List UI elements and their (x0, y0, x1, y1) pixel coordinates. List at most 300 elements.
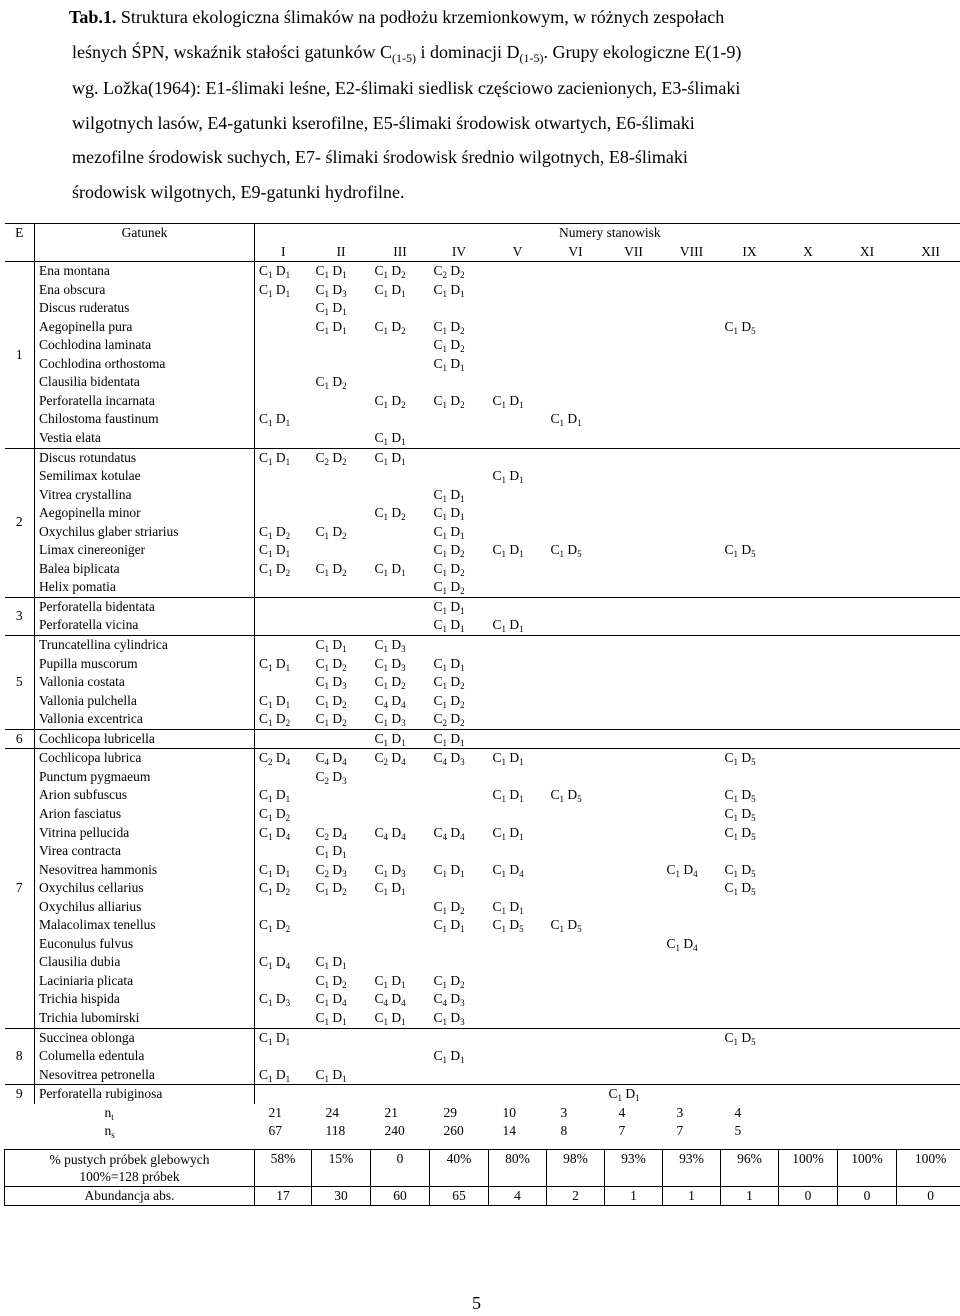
site-value (605, 655, 663, 674)
site-value: $C_1$ $D_2$ (433, 674, 465, 692)
site-value (721, 373, 779, 392)
site-value (838, 541, 897, 560)
site-value (897, 336, 960, 355)
site-value (838, 972, 897, 991)
site-value: $C_1$ $D_1$ (489, 749, 547, 768)
species-row (5, 879, 960, 898)
site-value (721, 616, 779, 635)
site-value (897, 768, 960, 787)
site-value (838, 373, 897, 392)
site-value (371, 410, 430, 429)
site-value: $C_1$ $D_2$ (315, 560, 347, 578)
site-value (721, 729, 779, 749)
site-value: $C_1$ $D_1$ (492, 617, 524, 635)
site-value (897, 486, 960, 505)
site-value (371, 355, 430, 374)
site-value: $C_1$ $D_5$ (721, 749, 779, 768)
site-value (663, 616, 721, 635)
site-value (312, 336, 371, 355)
abundance-value: 4 (489, 1186, 547, 1206)
site-value: $C_1$ $D_1$ (492, 824, 524, 842)
site-value (605, 373, 663, 392)
species-row (5, 355, 960, 374)
empty-samples-value: 58% (255, 1149, 312, 1186)
site-value (605, 448, 663, 467)
site-value (663, 504, 721, 523)
species-row (5, 299, 960, 318)
site-value (838, 673, 897, 692)
site-value: $C_1$ $D_4$ (666, 861, 698, 879)
site-value (547, 935, 605, 954)
site-value: $C_1$ $D_2$ (433, 318, 465, 336)
species-row (5, 749, 960, 768)
site-value (371, 373, 430, 392)
site-value (897, 318, 960, 337)
site-header-XII: XII (921, 243, 940, 259)
site-value (663, 1066, 721, 1085)
ns-row-label: $n_s$ (104, 1123, 115, 1141)
abundance-value: 60 (371, 1186, 430, 1206)
site-value (605, 336, 663, 355)
site-value (371, 916, 430, 935)
site-value (721, 523, 779, 542)
site-value (312, 1028, 371, 1047)
site-value (371, 597, 430, 616)
site-value (897, 410, 960, 429)
nt-row-value: 4 (618, 1104, 626, 1120)
ns-row-value: 14 (502, 1123, 516, 1139)
site-value (897, 392, 960, 411)
site-value (663, 1047, 721, 1066)
site-value (547, 373, 605, 392)
caption-tab-label: Tab.1. (69, 7, 117, 27)
species-row (5, 1066, 960, 1085)
site-value (663, 953, 721, 972)
site-value (663, 729, 721, 749)
site-value (547, 336, 605, 355)
abundance-label: Abundancja abs. (5, 1186, 255, 1206)
site-value (547, 1028, 605, 1047)
site-value (255, 972, 312, 991)
site-value (721, 673, 779, 692)
species-name: Nesovitrea petronella (35, 1066, 255, 1085)
site-value: $C_1$ $D_1$ (315, 843, 347, 861)
site-value (489, 578, 547, 597)
site-value (721, 692, 779, 711)
site-value (838, 318, 897, 337)
site-value (605, 916, 663, 935)
site-value (897, 355, 960, 374)
site-value (779, 692, 838, 711)
site-value (489, 318, 547, 337)
empty-samples-label: % pustych próbek glebowych 100%=128 próbek (5, 1149, 255, 1186)
site-value (489, 1066, 547, 1085)
species-name: Vestia elata (35, 429, 255, 448)
site-value (605, 560, 663, 579)
site-value (371, 1085, 430, 1104)
site-value (489, 299, 547, 318)
site-value (312, 355, 371, 374)
site-value (838, 560, 897, 579)
site-value (371, 299, 430, 318)
site-value (605, 824, 663, 843)
site-value (838, 692, 897, 711)
site-value (547, 560, 605, 579)
species-row (5, 486, 960, 505)
site-value (371, 768, 430, 787)
site-value (779, 673, 838, 692)
site-value: $C_1$ $D_1$ (255, 262, 312, 281)
site-value: $C_1$ $D_1$ (315, 954, 347, 972)
site-value (489, 262, 547, 281)
species-name: Oxychilus glaber striarius (35, 523, 255, 542)
species-row (5, 692, 960, 711)
site-value (779, 523, 838, 542)
site-value (779, 972, 838, 991)
site-value (779, 429, 838, 448)
species-name: Vallonia excentrica (35, 710, 255, 729)
site-value: $C_1$ $D_1$ (315, 318, 347, 336)
site-value (663, 448, 721, 467)
site-value (605, 786, 663, 805)
site-value (838, 429, 897, 448)
species-name: Punctum pygmaeum (35, 768, 255, 787)
site-value (663, 560, 721, 579)
site-value (721, 410, 779, 429)
site-value (779, 448, 838, 467)
ecological-group: 6 (5, 729, 35, 749)
site-value (779, 749, 838, 768)
site-value: $C_1$ $D_3$ (374, 655, 406, 673)
site-value (489, 486, 547, 505)
site-value (312, 467, 371, 486)
site-value: $C_1$ $D_5$ (550, 542, 582, 560)
site-value (663, 486, 721, 505)
site-value (312, 410, 371, 429)
site-value (430, 410, 489, 429)
site-value (838, 504, 897, 523)
site-value (489, 953, 547, 972)
site-value (605, 486, 663, 505)
site-value (663, 824, 721, 843)
site-value: $C_1$ $D_1$ (371, 448, 430, 467)
site-value (255, 299, 312, 318)
site-value (779, 636, 838, 655)
site-value (663, 262, 721, 281)
species-row (5, 636, 960, 655)
site-value (312, 935, 371, 954)
site-value (255, 467, 312, 486)
species-name: Malacolimax tenellus (35, 916, 255, 935)
site-value: $C_1$ $D_1$ (312, 636, 371, 655)
header-sites: Numery stanowisk (255, 224, 960, 243)
caption-sub-2: (1-5) (519, 50, 544, 65)
site-value (663, 299, 721, 318)
site-value (897, 578, 960, 597)
site-value: $C_4$ $D_3$ (430, 749, 489, 768)
site-value (547, 262, 605, 281)
empty-samples-value: 93% (605, 1149, 663, 1186)
nt-row-value: 3 (676, 1104, 684, 1120)
site-value: $C_1$ $D_2$ (433, 560, 465, 578)
ns-row-value: 7 (618, 1123, 626, 1139)
site-value: $C_1$ $D_2$ (433, 579, 465, 597)
site-value: $C_1$ $D_2$ (259, 917, 291, 935)
ns-row-value (897, 1122, 960, 1141)
site-value (663, 392, 721, 411)
site-value: $C_1$ $D_1$ (433, 523, 465, 541)
site-value: $C_1$ $D_2$ (433, 392, 465, 410)
site-header-V: V (512, 243, 523, 259)
site-value (721, 281, 779, 300)
site-value (547, 749, 605, 768)
site-value (430, 805, 489, 824)
site-value: $C_2$ $D_2$ (430, 262, 489, 281)
site-value (255, 336, 312, 355)
species-row (5, 1028, 960, 1047)
site-value: $C_1$ $D_4$ (492, 861, 524, 879)
species-row (5, 578, 960, 597)
ecological-group: 3 (5, 597, 35, 635)
page-number: 5 (472, 1293, 481, 1313)
site-value (897, 824, 960, 843)
site-value (838, 597, 897, 616)
site-value (838, 842, 897, 861)
site-value (547, 692, 605, 711)
site-value (605, 355, 663, 374)
site-value: $C_2$ $D_3$ (315, 861, 347, 879)
site-value: $C_1$ $D_2$ (315, 880, 347, 898)
header-row-1 (5, 224, 960, 243)
site-value: $C_1$ $D_2$ (259, 711, 291, 729)
nt-row-value (838, 1104, 897, 1123)
site-value (663, 429, 721, 448)
abundance-value: 0 (897, 1186, 960, 1206)
site-value (838, 990, 897, 1009)
site-value (663, 1085, 721, 1104)
site-value (838, 879, 897, 898)
site-value (779, 467, 838, 486)
site-value: $C_1$ $D_1$ (259, 542, 291, 560)
site-value (605, 636, 663, 655)
species-name: Perforatella bidentata (35, 597, 255, 616)
species-row (5, 935, 960, 954)
site-value: $C_1$ $D_1$ (259, 1066, 291, 1084)
site-value (663, 692, 721, 711)
site-value (897, 692, 960, 711)
site-value (547, 655, 605, 674)
site-value (897, 861, 960, 880)
site-value (255, 673, 312, 692)
site-value (255, 355, 312, 374)
site-value (779, 299, 838, 318)
site-value (605, 898, 663, 917)
site-value: $C_1$ $D_1$ (259, 787, 291, 805)
site-value (371, 578, 430, 597)
abundance-value: 1 (605, 1186, 663, 1206)
site-value (721, 262, 779, 281)
site-value (721, 972, 779, 991)
site-value: $C_1$ $D_3$ (374, 861, 406, 879)
site-value (663, 373, 721, 392)
site-value (371, 842, 430, 861)
site-value: $C_1$ $D_2$ (315, 374, 347, 392)
site-value (605, 1009, 663, 1028)
site-value: $C_1$ $D_1$ (433, 617, 465, 635)
species-name: Perforatella rubiginosa (35, 1085, 255, 1104)
site-value: $C_1$ $D_1$ (492, 542, 524, 560)
site-value (605, 861, 663, 880)
species-row (5, 729, 960, 749)
site-value (663, 597, 721, 616)
site-value: $C_1$ $D_5$ (724, 880, 756, 898)
site-value (371, 1066, 430, 1085)
species-row (5, 373, 960, 392)
site-value (779, 392, 838, 411)
site-value (489, 805, 547, 824)
site-value: $C_1$ $D_5$ (724, 787, 756, 805)
site-value: $C_2$ $D_4$ (255, 749, 312, 768)
site-value (779, 710, 838, 729)
species-name: Semilimax kotulae (35, 467, 255, 486)
site-value (605, 392, 663, 411)
site-value (897, 972, 960, 991)
header-species: Gatunek (35, 224, 255, 243)
species-row (5, 560, 960, 579)
empty-samples-value: 93% (663, 1149, 721, 1186)
ns-row-value: 67 (268, 1123, 282, 1139)
site-header-III: III (393, 243, 407, 259)
site-value (897, 805, 960, 824)
site-value (371, 486, 430, 505)
species-name: Trichia hispida (35, 990, 255, 1009)
site-value: $C_1$ $D_2$ (315, 972, 347, 990)
species-row (5, 467, 960, 486)
site-value (605, 1066, 663, 1085)
species-name: Vitrea crystallina (35, 486, 255, 505)
site-value (838, 616, 897, 635)
site-value (838, 749, 897, 768)
site-value: $C_1$ $D_1$ (433, 486, 465, 504)
site-header-XI: XI (859, 243, 875, 259)
site-value (663, 1009, 721, 1028)
site-value (779, 1028, 838, 1047)
site-value: $C_1$ $D_1$ (255, 448, 312, 467)
site-value (255, 1047, 312, 1066)
site-value (430, 842, 489, 861)
site-value (489, 410, 547, 429)
site-value (312, 504, 371, 523)
nt-row-value: 4 (734, 1104, 742, 1120)
site-value: $C_1$ $D_2$ (374, 392, 406, 410)
nt-row-value: 24 (325, 1104, 339, 1120)
caption-line-4: wilgotnych lasów, E4-gatunki kserofilne, E5-ślimaki środowisk otwartych, E6-ślimaki (72, 112, 695, 133)
site-value (897, 448, 960, 467)
site-value (838, 1085, 897, 1104)
species-name: Pupilla muscorum (35, 655, 255, 674)
ns-row-value: 260 (443, 1123, 464, 1139)
site-value (371, 467, 430, 486)
site-value: $C_1$ $D_1$ (433, 1048, 465, 1066)
site-value (547, 392, 605, 411)
site-value: $C_1$ $D_2$ (259, 880, 291, 898)
site-value: $C_1$ $D_2$ (433, 542, 465, 560)
site-value: $C_1$ $D_1$ (433, 655, 465, 673)
ecological-group: 5 (5, 636, 35, 730)
site-value (547, 710, 605, 729)
site-value (547, 616, 605, 635)
species-name: Laciniaria plicata (35, 972, 255, 991)
site-value (721, 467, 779, 486)
site-value (897, 373, 960, 392)
nt-row-value: 29 (443, 1104, 457, 1120)
site-value (663, 336, 721, 355)
site-value: $C_4$ $D_4$ (374, 692, 406, 710)
site-value: $C_1$ $D_1$ (374, 972, 406, 990)
site-value: $C_4$ $D_4$ (312, 749, 371, 768)
site-value (663, 768, 721, 787)
site-value (605, 990, 663, 1009)
site-value (779, 786, 838, 805)
site-value (605, 541, 663, 560)
site-value (547, 636, 605, 655)
site-value (605, 299, 663, 318)
species-row (5, 805, 960, 824)
site-value: $C_1$ $D_1$ (430, 729, 489, 749)
site-value (489, 1009, 547, 1028)
site-value (547, 673, 605, 692)
site-value (779, 1047, 838, 1066)
site-value (897, 916, 960, 935)
site-value: $C_1$ $D_2$ (315, 523, 347, 541)
site-value (721, 448, 779, 467)
site-value (838, 336, 897, 355)
site-header-VI: VI (568, 243, 583, 259)
site-value (547, 281, 605, 300)
species-row (5, 410, 960, 429)
site-header-IV: IV (451, 243, 467, 259)
site-value (663, 749, 721, 768)
site-value (371, 953, 430, 972)
site-value (430, 448, 489, 467)
species-row (5, 616, 960, 635)
site-value (489, 560, 547, 579)
site-header-VII: VII (624, 243, 643, 259)
site-value (663, 916, 721, 935)
site-value (430, 1066, 489, 1085)
site-value (605, 879, 663, 898)
species-name: Clausilia dubia (35, 953, 255, 972)
site-value (312, 1085, 371, 1104)
site-value (371, 523, 430, 542)
site-header-I: I (281, 243, 286, 259)
abundance-value: 0 (779, 1186, 838, 1206)
table-caption (69, 0, 932, 209)
site-value (721, 1009, 779, 1028)
species-name: Trichia lubomirski (35, 1009, 255, 1028)
nt-row-value: 3 (560, 1104, 568, 1120)
species-name: Oxychilus cellarius (35, 879, 255, 898)
empty-samples-value: 15% (312, 1149, 371, 1186)
site-value: $C_4$ $D_4$ (374, 991, 406, 1009)
site-value (312, 597, 371, 616)
species-name: Ena obscura (35, 281, 255, 300)
site-value (779, 729, 838, 749)
site-value (489, 842, 547, 861)
site-value (430, 636, 489, 655)
site-value (779, 1085, 838, 1104)
site-value: $C_1$ $D_3$ (315, 281, 347, 299)
